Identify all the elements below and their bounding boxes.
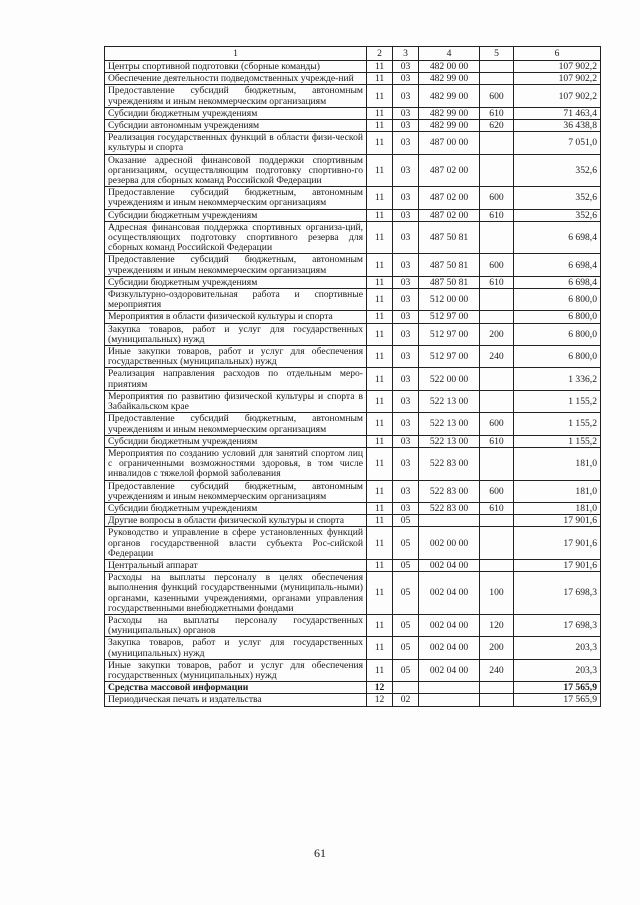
row-name-cell: Адресная финансовая поддержка спортивных организа-ций, осуществляющих подготовку спортивного резерва для сборных команд Российской Федерации: [105, 221, 367, 254]
subsection-cell: 05: [393, 515, 419, 527]
amount-cell: 352,6: [514, 209, 601, 221]
header-cell: 2: [367, 47, 393, 61]
expense-type-cell: 240: [480, 346, 514, 368]
expense-type-cell: [480, 289, 514, 311]
expense-type-cell: [480, 73, 514, 85]
budget-table: [104, 46, 601, 707]
subsection-cell: 03: [393, 413, 419, 435]
target-article-cell: 482 99 00: [419, 120, 480, 132]
section-cell: 11: [367, 559, 393, 571]
table-row: [105, 682, 601, 694]
row-name-cell: Мероприятия в области физической культуры и спорта: [105, 311, 367, 323]
section-cell: 11: [367, 480, 393, 502]
amount-cell: 1 155,2: [514, 435, 601, 447]
table-body: [105, 47, 601, 707]
table-row: [105, 413, 601, 435]
table-row: [105, 614, 601, 636]
target-article-cell: 002 04 00: [419, 637, 480, 659]
target-article-cell: 522 00 00: [419, 368, 480, 390]
table-row: [105, 209, 601, 221]
amount-cell: 1 336,2: [514, 368, 601, 390]
target-article-cell: [419, 515, 480, 527]
expense-type-cell: 610: [480, 107, 514, 119]
subsection-cell: 03: [393, 502, 419, 514]
row-name-cell: Расходы на выплаты персоналу в целях обеспечения выполнения функций государственными (муниципаль-ными) органами, казенными учреждениями, органами управления государственными внебюджетными фондами: [105, 572, 367, 615]
amount-cell: 36 438,8: [514, 120, 601, 132]
expense-type-cell: 600: [480, 413, 514, 435]
row-name-cell: Руководство и управление в сфере установленных функций органов государственной власти субъекта Рос-сийской Федерации: [105, 527, 367, 560]
subsection-cell: 05: [393, 572, 419, 615]
table-row: [105, 187, 601, 209]
row-name-cell: Предоставление субсидий бюджетным, автономным учреждениям и иным некоммерческим организациям: [105, 187, 367, 209]
section-cell: 12: [367, 694, 393, 706]
subsection-cell: 03: [393, 154, 419, 187]
row-name-cell: Иные закупки товаров, работ и услуг для обеспечения государственных (муниципальных) нужд: [105, 659, 367, 681]
row-name-cell: Предоставление субсидий бюджетным, автономным учреждениям и иным некоммерческим организациям: [105, 480, 367, 502]
expense-type-cell: 610: [480, 435, 514, 447]
section-cell: 11: [367, 254, 393, 276]
section-cell: 11: [367, 614, 393, 636]
subsection-cell: 03: [393, 346, 419, 368]
amount-cell: 6 698,4: [514, 254, 601, 276]
target-article-cell: 002 04 00: [419, 614, 480, 636]
expense-type-cell: [480, 447, 514, 480]
section-cell: 11: [367, 390, 393, 412]
table-row: [105, 132, 601, 154]
amount-cell: 181,0: [514, 480, 601, 502]
header-cell: 3: [393, 47, 419, 61]
amount-cell: 1 155,2: [514, 390, 601, 412]
target-article-cell: [419, 682, 480, 694]
table-row: [105, 107, 601, 119]
table-row: [105, 637, 601, 659]
subsection-cell: 03: [393, 209, 419, 221]
row-name-cell: Мероприятия по развитию физической культуры и спорта в Забайкальском крае: [105, 390, 367, 412]
amount-cell: 181,0: [514, 502, 601, 514]
section-cell: 11: [367, 154, 393, 187]
row-name-cell: Иные закупки товаров, работ и услуг для обеспечения государственных (муниципальных) нужд: [105, 346, 367, 368]
expense-type-cell: 600: [480, 254, 514, 276]
table-row: [105, 120, 601, 132]
subsection-cell: 03: [393, 120, 419, 132]
subsection-cell: 05: [393, 637, 419, 659]
row-name-cell: Физкультурно-оздоровительная работа и спортивные мероприятия: [105, 289, 367, 311]
target-article-cell: [419, 694, 480, 706]
row-name-cell: Центральный аппарат: [105, 559, 367, 571]
section-cell: 11: [367, 447, 393, 480]
expense-type-cell: 200: [480, 323, 514, 345]
amount-cell: 17 901,6: [514, 515, 601, 527]
table-row: [105, 694, 601, 706]
section-cell: 11: [367, 61, 393, 73]
subsection-cell: 03: [393, 390, 419, 412]
expense-type-cell: 240: [480, 659, 514, 681]
row-name-cell: Субсидии автономным учреждениям: [105, 120, 367, 132]
subsection-cell: 03: [393, 61, 419, 73]
section-cell: 11: [367, 187, 393, 209]
subsection-cell: 03: [393, 447, 419, 480]
section-cell: 11: [367, 85, 393, 107]
section-cell: 11: [367, 515, 393, 527]
table-row: [105, 659, 601, 681]
amount-cell: 6 800,0: [514, 323, 601, 345]
target-article-cell: 487 02 00: [419, 187, 480, 209]
header-cell: 1: [105, 47, 367, 61]
amount-cell: 6 800,0: [514, 311, 601, 323]
amount-cell: 107 902,2: [514, 85, 601, 107]
table-row: [105, 346, 601, 368]
target-article-cell: 482 99 00: [419, 73, 480, 85]
row-name-cell: Предоставление субсидий бюджетным, автономным учреждениям и иным некоммерческим организациям: [105, 413, 367, 435]
expense-type-cell: 600: [480, 480, 514, 502]
subsection-cell: 05: [393, 527, 419, 560]
subsection-cell: 03: [393, 85, 419, 107]
section-cell: 11: [367, 209, 393, 221]
section-cell: 11: [367, 572, 393, 615]
amount-cell: 352,6: [514, 154, 601, 187]
target-article-cell: 487 50 81: [419, 254, 480, 276]
header-cell: 6: [514, 47, 601, 61]
row-name-cell: Обеспечение деятельности подведомственных учрежде-ний: [105, 73, 367, 85]
row-name-cell: Средства массовой информации: [105, 682, 367, 694]
expense-type-cell: 610: [480, 502, 514, 514]
expense-type-cell: [480, 368, 514, 390]
table-header-row: [105, 47, 601, 61]
subsection-cell: 03: [393, 289, 419, 311]
amount-cell: 17 901,6: [514, 527, 601, 560]
target-article-cell: 512 00 00: [419, 289, 480, 311]
expense-type-cell: [480, 221, 514, 254]
target-article-cell: 512 97 00: [419, 311, 480, 323]
section-cell: 11: [367, 659, 393, 681]
table-row: [105, 480, 601, 502]
amount-cell: 352,6: [514, 187, 601, 209]
expense-type-cell: [480, 682, 514, 694]
target-article-cell: 512 97 00: [419, 323, 480, 345]
amount-cell: 203,3: [514, 637, 601, 659]
subsection-cell: 05: [393, 614, 419, 636]
header-cell: 4: [419, 47, 480, 61]
section-cell: 11: [367, 527, 393, 560]
target-article-cell: 522 83 00: [419, 502, 480, 514]
table-row: [105, 85, 601, 107]
target-article-cell: 487 02 00: [419, 154, 480, 187]
subsection-cell: 03: [393, 254, 419, 276]
table-row: [105, 276, 601, 288]
section-cell: 11: [367, 221, 393, 254]
row-name-cell: Предоставление субсидий бюджетным, автономным учреждениям и иным некоммерческим организациям: [105, 254, 367, 276]
row-name-cell: Закупка товаров, работ и услуг для государственных (муниципальных) нужд: [105, 323, 367, 345]
subsection-cell: 05: [393, 659, 419, 681]
table-row: [105, 254, 601, 276]
expense-type-cell: 100: [480, 572, 514, 615]
row-name-cell: Периодическая печать и издательства: [105, 694, 367, 706]
subsection-cell: 03: [393, 311, 419, 323]
amount-cell: 17 565,9: [514, 694, 601, 706]
expense-type-cell: [480, 390, 514, 412]
table-row: [105, 515, 601, 527]
row-name-cell: Мероприятия по созданию условий для занятий спортом лиц с ограниченными возможностями здоровья, в том числе инвалидов с тяжелой формой заболевания: [105, 447, 367, 480]
expense-type-cell: [480, 694, 514, 706]
header-cell: 5: [480, 47, 514, 61]
section-cell: 11: [367, 346, 393, 368]
amount-cell: 1 155,2: [514, 413, 601, 435]
row-name-cell: Оказание адресной финансовой поддержки спортивным организациям, осуществляющим подготовку спортивно-го резерва для сборных команд Российской Федерации: [105, 154, 367, 187]
row-name-cell: Субсидии бюджетным учреждениям: [105, 502, 367, 514]
amount-cell: 17 565,9: [514, 682, 601, 694]
amount-cell: 6 698,4: [514, 221, 601, 254]
section-cell: 11: [367, 107, 393, 119]
table-row: [105, 368, 601, 390]
table-row: [105, 311, 601, 323]
expense-type-cell: 600: [480, 187, 514, 209]
target-article-cell: 522 83 00: [419, 480, 480, 502]
section-cell: 11: [367, 637, 393, 659]
target-article-cell: 482 00 00: [419, 61, 480, 73]
subsection-cell: 03: [393, 107, 419, 119]
target-article-cell: 487 50 81: [419, 276, 480, 288]
amount-cell: 71 463,4: [514, 107, 601, 119]
expense-type-cell: [480, 61, 514, 73]
section-cell: 11: [367, 73, 393, 85]
row-name-cell: Центры спортивной подготовки (сборные команды): [105, 61, 367, 73]
subsection-cell: 03: [393, 187, 419, 209]
target-article-cell: 487 50 81: [419, 221, 480, 254]
expense-type-cell: [480, 154, 514, 187]
expense-type-cell: 610: [480, 276, 514, 288]
target-article-cell: 522 83 00: [419, 447, 480, 480]
expense-type-cell: 600: [480, 85, 514, 107]
row-name-cell: Другие вопросы в области физической культуры и спорта: [105, 515, 367, 527]
amount-cell: 7 051,0: [514, 132, 601, 154]
table-row: [105, 572, 601, 615]
row-name-cell: Реализация государственных функций в области физи-ческой культуры и спорта: [105, 132, 367, 154]
amount-cell: 17 901,6: [514, 559, 601, 571]
section-cell: 11: [367, 323, 393, 345]
target-article-cell: 482 99 00: [419, 107, 480, 119]
table-row: [105, 502, 601, 514]
target-article-cell: 487 00 00: [419, 132, 480, 154]
table-row: [105, 527, 601, 560]
subsection-cell: [393, 682, 419, 694]
row-name-cell: Закупка товаров, работ и услуг для государственных (муниципальных) нужд: [105, 637, 367, 659]
section-cell: 11: [367, 435, 393, 447]
expense-type-cell: 610: [480, 209, 514, 221]
row-name-cell: Предоставление субсидий бюджетным, автономным учреждениям и иным некоммерческим организациям: [105, 85, 367, 107]
section-cell: 11: [367, 276, 393, 288]
expense-type-cell: [480, 132, 514, 154]
section-cell: 11: [367, 132, 393, 154]
row-name-cell: Субсидии бюджетным учреждениям: [105, 209, 367, 221]
subsection-cell: 03: [393, 221, 419, 254]
target-article-cell: 002 04 00: [419, 559, 480, 571]
subsection-cell: 05: [393, 559, 419, 571]
amount-cell: 107 902,2: [514, 73, 601, 85]
table-row: [105, 61, 601, 73]
subsection-cell: 03: [393, 480, 419, 502]
section-cell: 11: [367, 502, 393, 514]
section-cell: 11: [367, 120, 393, 132]
table-row: [105, 323, 601, 345]
target-article-cell: 487 02 00: [419, 209, 480, 221]
amount-cell: 6 698,4: [514, 276, 601, 288]
section-cell: 11: [367, 311, 393, 323]
section-cell: 11: [367, 368, 393, 390]
table-row: [105, 221, 601, 254]
target-article-cell: 522 13 00: [419, 390, 480, 412]
table-row: [105, 390, 601, 412]
amount-cell: 17 698,3: [514, 572, 601, 615]
expense-type-cell: [480, 559, 514, 571]
expense-type-cell: [480, 527, 514, 560]
target-article-cell: 522 13 00: [419, 435, 480, 447]
subsection-cell: 02: [393, 694, 419, 706]
amount-cell: 17 698,3: [514, 614, 601, 636]
section-cell: 11: [367, 413, 393, 435]
amount-cell: 6 800,0: [514, 289, 601, 311]
target-article-cell: 002 04 00: [419, 659, 480, 681]
section-cell: 11: [367, 289, 393, 311]
amount-cell: 181,0: [514, 447, 601, 480]
expense-type-cell: [480, 311, 514, 323]
section-cell: 12: [367, 682, 393, 694]
page-number: 61: [314, 846, 326, 860]
row-name-cell: Субсидии бюджетным учреждениям: [105, 435, 367, 447]
target-article-cell: 482 99 00: [419, 85, 480, 107]
expense-type-cell: [480, 515, 514, 527]
expense-type-cell: 120: [480, 614, 514, 636]
table-row: [105, 73, 601, 85]
row-name-cell: Расходы на выплаты персоналу государственных (муниципальных) органов: [105, 614, 367, 636]
row-name-cell: Реализация направления расходов по отдельным меро-приятиям: [105, 368, 367, 390]
expense-type-cell: 620: [480, 120, 514, 132]
row-name-cell: Субсидии бюджетным учреждениям: [105, 107, 367, 119]
subsection-cell: 03: [393, 435, 419, 447]
target-article-cell: 002 00 00: [419, 527, 480, 560]
amount-cell: 6 800,0: [514, 346, 601, 368]
expense-type-cell: 200: [480, 637, 514, 659]
table-row: [105, 447, 601, 480]
table-row: [105, 559, 601, 571]
amount-cell: 203,3: [514, 659, 601, 681]
row-name-cell: Субсидии бюджетным учреждениям: [105, 276, 367, 288]
subsection-cell: 03: [393, 73, 419, 85]
subsection-cell: 03: [393, 276, 419, 288]
target-article-cell: 512 97 00: [419, 346, 480, 368]
table-row: [105, 435, 601, 447]
table-row: [105, 154, 601, 187]
subsection-cell: 03: [393, 368, 419, 390]
subsection-cell: 03: [393, 132, 419, 154]
target-article-cell: 522 13 00: [419, 413, 480, 435]
target-article-cell: 002 04 00: [419, 572, 480, 615]
table-row: [105, 289, 601, 311]
subsection-cell: 03: [393, 323, 419, 345]
amount-cell: 107 902,2: [514, 61, 601, 73]
